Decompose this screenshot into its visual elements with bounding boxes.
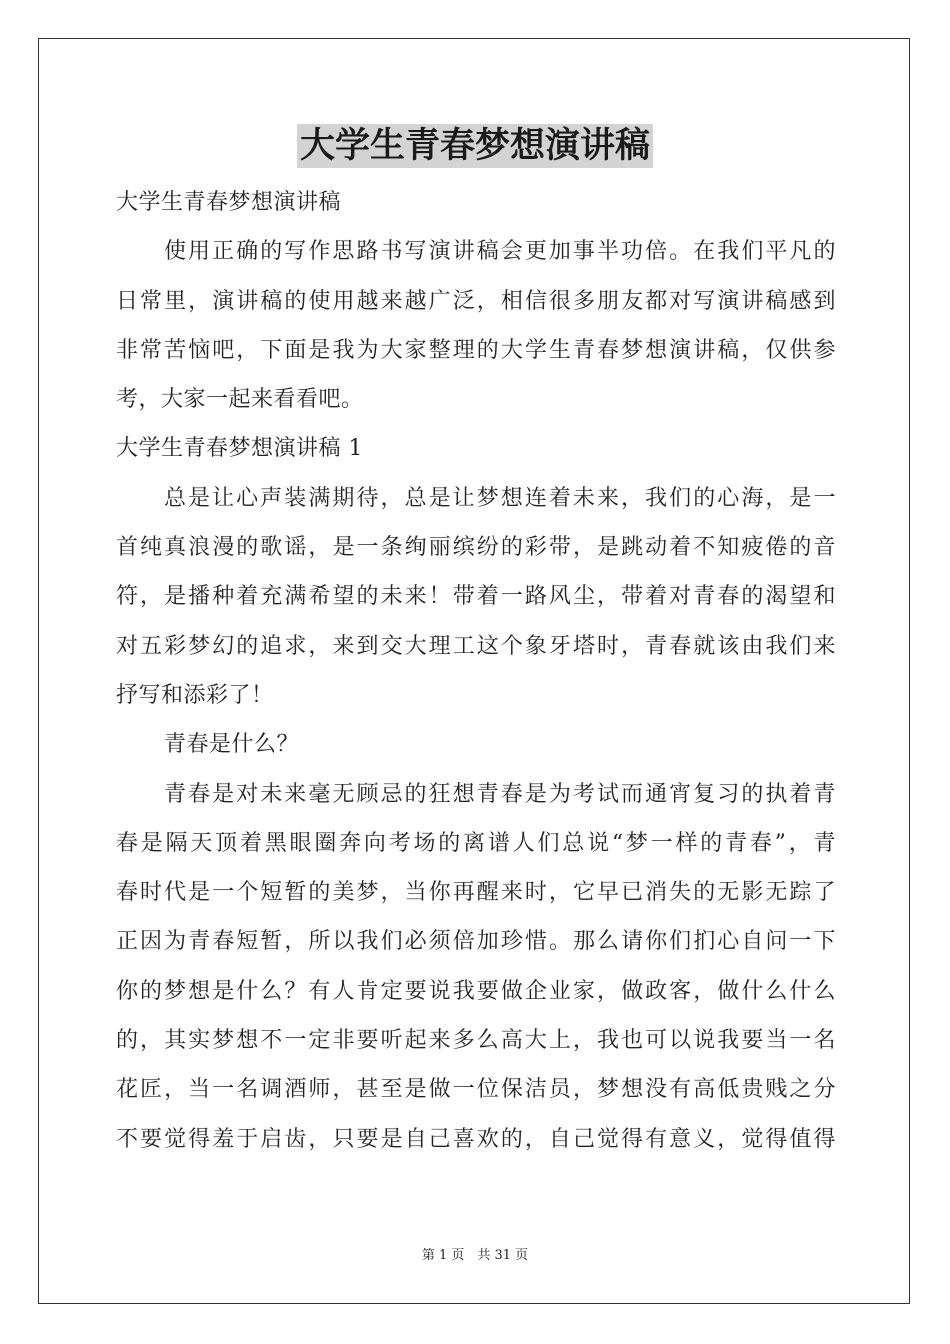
- document-body: [116, 178, 836, 1164]
- text-line: 青春是什么？: [164, 732, 300, 758]
- text-line: 春时代是一个短暂的美梦，当你再醒来时，它早已消失的无影无踪了: [116, 880, 836, 906]
- text-line: 的，其实梦想不一定非要听起来多么高大上，我也可以说我要当一名: [116, 1028, 836, 1054]
- text-line: 使用正确的写作思路书写演讲稿会更加事半功倍。在我们平凡的: [164, 239, 836, 265]
- text-line: 花匠，当一名调酒师，甚至是做一位保洁员，梦想没有高低贵贱之分: [116, 1077, 836, 1103]
- text-line: 大学生青春梦想演讲稿 1: [116, 436, 363, 462]
- text-line: 正因为青春短暂，所以我们必须倍加珍惜。那么请你们扪心自问一下: [116, 929, 836, 955]
- page-footer: 第 1 页 共 31 页: [421, 1248, 529, 1263]
- text-line: 大学生青春梦想演讲稿: [116, 190, 342, 215]
- text-line: 总是让心声装满期待，总是让梦想连着未来，我们的心海，是一: [164, 485, 836, 511]
- text-line: 青春是对未来毫无顾忌的狂想青春是为考试而通宵复习的执着青: [164, 781, 836, 807]
- text-line: 非常苦恼吧，下面是我为大家整理的大学生青春梦想演讲稿，仅供参: [116, 337, 836, 363]
- text-line: 你的梦想是什么？有人肯定要说我要做企业家，做政客，做什么什么: [116, 978, 836, 1004]
- text-line: 符，是播种着充满希望的未来！带着一路风尘，带着对青春的渴望和: [116, 584, 836, 610]
- text-line: 考，大家一起来看看吧。: [116, 387, 364, 413]
- document-title-container: [0, 124, 950, 168]
- text-line: 不要觉得羞于启齿，只要是自己喜欢的，自己觉得有意义，觉得值得: [116, 1126, 836, 1152]
- text-line: 日常里，演讲稿的使用越来越广泛，相信很多朋友都对写演讲稿感到: [116, 288, 836, 314]
- document-title: 大学生青春梦想演讲稿: [297, 124, 653, 168]
- text-line: 对五彩梦幻的追求，来到交大理工这个象牙塔时，青春就该由我们来: [116, 633, 836, 659]
- text-line: 春是隔天顶着黑眼圈奔向考场的离谱人们总说“梦一样的青春”，青: [116, 830, 836, 856]
- text-line: 抒写和添彩了！: [116, 682, 274, 708]
- text-line: 首纯真浪漫的歌谣，是一条绚丽缤纷的彩带，是跳动着不知疲倦的音: [116, 535, 836, 561]
